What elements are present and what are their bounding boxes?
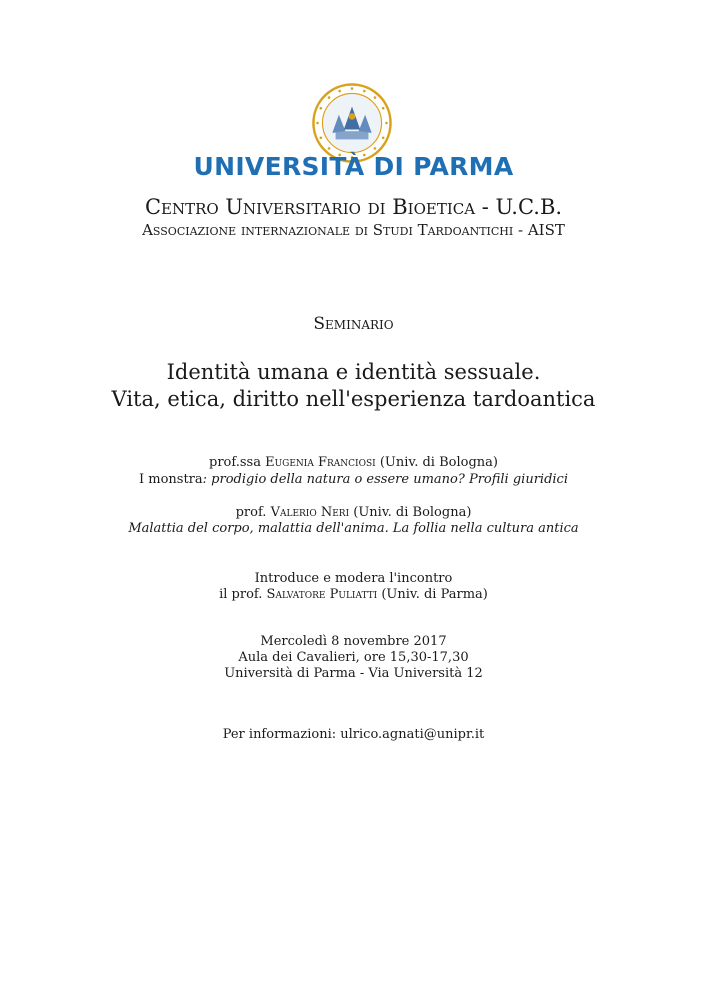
- event-place-time: Aula dei Cavalieri, ore 15,30-17,30: [238, 650, 469, 665]
- contact-label: Per informazioni:: [222, 727, 337, 742]
- speaker-2-title: prof.: [235, 505, 267, 520]
- moderator-affiliation: (Univ. di Parma): [381, 587, 488, 602]
- moderator: [0, 587, 707, 602]
- speaker-1: [0, 455, 707, 470]
- association-name: Associazione internazionale di Studi Tardoantichi - AIST: [142, 221, 565, 239]
- speaker-2-talk: Malattia del corpo, malattia dell'anima. La follia nella cultura antica: [128, 521, 579, 536]
- speaker-2: [0, 505, 707, 520]
- contact-email[interactable]: ulrico.agnati@unipr.it: [340, 727, 485, 742]
- speaker-2-affiliation: (Univ. di Bologna): [353, 505, 472, 520]
- speaker-1-talk-rest: : prodigio della natura o essere umano? Profili giuridici: [202, 472, 568, 487]
- speaker-1-talk-lead: I monstra: [138, 472, 203, 487]
- moderator-intro: Introduce e modera l'incontro: [254, 571, 453, 586]
- center-name: Centro Universitario di Bioetica - U.C.B.: [144, 195, 563, 219]
- contact-info: [0, 727, 707, 742]
- speaker-2-name: Valerio Neri: [270, 505, 350, 520]
- event-title-line-2: Vita, etica, diritto nell'esperienza tardoantica: [111, 387, 596, 411]
- event-title-line-1: Identità umana e identità sessuale.: [166, 360, 541, 384]
- moderator-title: il prof.: [219, 587, 263, 602]
- speaker-1-name: Eugenia Franciosi: [265, 455, 376, 470]
- moderator-name: Salvatore Puliatti: [266, 587, 378, 602]
- event-address: Università di Parma - Via Università 12: [224, 666, 483, 681]
- event-type: Seminario: [313, 314, 394, 334]
- speaker-1-talk: [0, 472, 707, 487]
- university-wordmark: UNIVERSITÀ DI PARMA: [193, 152, 514, 181]
- event-date: Mercoledì 8 novembre 2017: [260, 634, 447, 649]
- speaker-1-title: prof.ssa: [209, 455, 261, 470]
- speaker-1-affiliation: (Univ. di Bologna): [379, 455, 498, 470]
